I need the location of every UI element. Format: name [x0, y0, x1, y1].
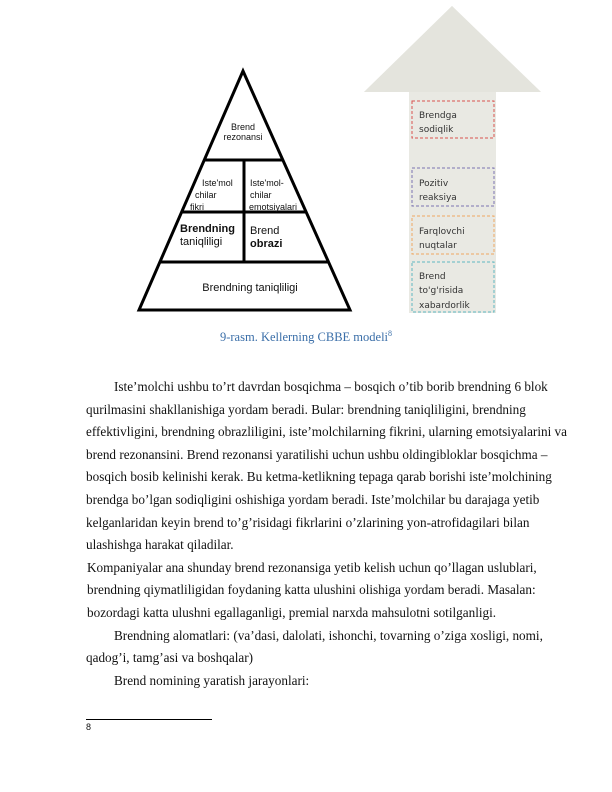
pyramid-block-imagery [250, 225, 282, 250]
pyramid-label-line: Iste'mol- [250, 178, 284, 188]
figure-caption [0, 329, 612, 345]
cbbe-pyramid [139, 71, 350, 310]
stage-label-line: reaksiya [419, 193, 457, 203]
pyramid-block-salience [202, 282, 297, 294]
pyramid-label-line: Iste'mol [202, 178, 233, 188]
pyramid-block-judgments [190, 178, 233, 212]
paragraph: Brendning alomatlari: (va’dasi, dalolati, ishonchi, tovarning o’ziga xosligi, nomi, qadog’i, tamg’asi va boshqalar) [86, 627, 543, 666]
stage-label-line: Pozitiv [419, 179, 449, 189]
stage-label-line: Farqlovchi [419, 227, 465, 237]
pyramid-block-feelings [249, 178, 297, 212]
caption-text: 9-rasm. Kellerning CBBE modeli [219, 330, 389, 345]
pyramid-label-line: Brend [230, 122, 256, 132]
paragraph: Iste’molchi ushbu to’rt davrdan bosqichma – bosqich o’tib borib brendning 6 blok qurilmasini shakllanishiga yordam beradi. Bular: brendning taniqliligini, brendning effektivligini, brendning obrazliligini, iste’molchilarning fikrini, ularning emotsiyalarini va brend rezonansini. Brend rezonansi yaratilishi uchun ushbu oldingibloklar bosqichma – bosqich bosib kelinishi kerak. Bu ketma-ketlikning tepaga qarab borishi iste’molchining brendga bo’lgan sodiqligini oshishiga yordam beradi. Iste’molchilar bu darajaga yetib kelganlaridan keyin brend to’g’risidagi fikrlarini o’zlarining yon-atrofidagilari bilan ulashishga harakat qiladilar. [86, 379, 567, 553]
pyramid-label-line: fikri [190, 202, 204, 212]
paragraph: Kompaniyalar ana shunday brend rezonansiga yetib kelish uchun qo’llagan uslublari, brendning qiymatliligidan foydaning katta ulushini olishiga yordam beradi. Masalan: bozordagi katta ulushni egallaganligi, premial narxda mahsulotni sotilganligi. [87, 559, 537, 620]
pyramid-label-line: chilar [250, 190, 272, 200]
paragraph: Brend nomining yaratish jarayonlari: [114, 672, 310, 688]
upward-arrow [364, 6, 541, 313]
pyramid-label-line: Brend [250, 225, 280, 237]
pyramid-label-line: obrazi [250, 238, 283, 250]
cbbe-figure [0, 0, 612, 330]
pyramid-label-line: emotsiyalari [249, 202, 298, 212]
stage-label-line: sodiqlik [419, 125, 454, 135]
stage-label-line: Brendga [419, 111, 457, 121]
pyramid-base-label: Brendning taniqliligi [202, 282, 298, 294]
caption-footnote-ref: 8 [388, 329, 393, 338]
body-text [86, 376, 578, 692]
stage-label-line: xabardorlik [419, 301, 470, 311]
pyramid-label-line: rezonansi [223, 132, 263, 142]
pyramid-block-resonance [223, 122, 262, 142]
pyramid-block-performance [180, 223, 235, 248]
stage-label-line: to'g'risida [419, 286, 464, 296]
footnote-separator [86, 719, 212, 720]
pyramid-label-line: Brendning [180, 223, 235, 235]
pyramid-label-line: chilar [195, 190, 217, 200]
pyramid-label-line: taniqliligi [180, 236, 223, 248]
footnote-number: 8 [86, 722, 92, 732]
stage-label-line: Brend [419, 272, 446, 282]
stage-label-line: nuqtalar [419, 241, 457, 251]
